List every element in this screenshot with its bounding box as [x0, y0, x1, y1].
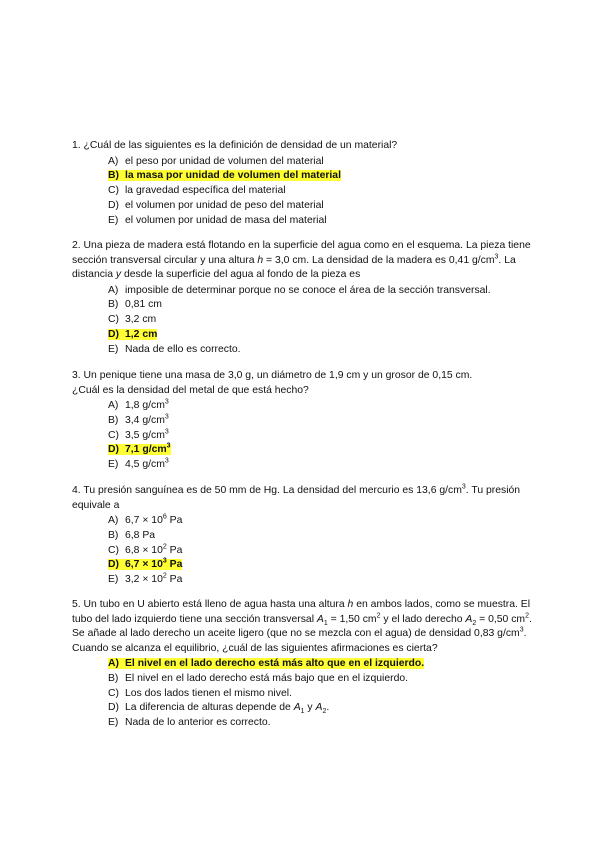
- question-3-options: [108, 399, 532, 473]
- option-d: D) La diferencia de alturas depende de $A_1$ y $A_2$.: [108, 702, 330, 716]
- option-d-correct: D) 7,1 $g/cm^3$: [108, 442, 171, 456]
- option-e: E) el volumen por unidad de masa del material: [108, 214, 327, 226]
- option-e: E) Nada de lo anterior es correcto.: [108, 717, 271, 729]
- option-d-correct: D) $6,7 \times 10^3$ Pa: [108, 557, 183, 571]
- question-4-options: [108, 514, 532, 588]
- question-2-options: [108, 284, 532, 358]
- question-5-stem: 5. Un tubo en U abierto está lleno de agua hasta una altura h en ambos lados, como se muestra. El tubo del lado izquierdo tiene una sección transversal $A_1 = 1,50$ $cm^2$ y el lado derecho $A_2 = 0,50$ $cm^2$. Se añade al lado derecho un aceite ligero (que no se mezcla con el agua) de densidad 0,83 $g/cm^3$. Cuando se alcanza el equilibrio, ¿cuál de las siguientes afirmaciones es cierta?: [72, 599, 532, 654]
- option-b: B) 3,4 $g/cm^3$: [108, 413, 169, 426]
- question-4: [72, 484, 532, 588]
- option-a: A) 1,8 $g/cm^3$: [108, 398, 169, 411]
- option-b: B) El nivel en el lado derecho está más bajo que en el izquierdo.: [108, 672, 409, 684]
- option-c: C) 3,5 $g/cm^3$: [108, 428, 169, 441]
- question-5-options: [108, 657, 532, 731]
- question-4-stem: 4. Tu presión sanguínea es de 50 mm de Hg. La densidad del mercurio es 13,6 $g/cm^3$. Tu presión equivale a: [72, 483, 521, 511]
- option-a: A) $6,7 \times 10^6$ Pa: [108, 513, 183, 526]
- option-c: C) 3,2 cm: [108, 314, 157, 326]
- option-b: B) 0,81 cm: [108, 299, 162, 311]
- question-1-options: [108, 155, 532, 229]
- option-a-correct: A) El nivel en el lado derecho está más alto que en el izquierdo.: [108, 658, 425, 669]
- question-3: [72, 369, 532, 473]
- option-b-correct: B) la masa por unidad de volumen del material: [108, 170, 341, 182]
- option-c: C) $6,8 \times 10^2$ Pa: [108, 543, 183, 556]
- question-5: [72, 598, 532, 731]
- question-2-stem: 2. Una pieza de madera está flotando en la superficie del agua como en el esquema. La pieza tiene sección transversal circular y una altura h = 3,0 cm. La densidad de la madera es 0,41 $g/cm^3$. La distancia y desde la superficie del agua al fondo de la pieza es: [72, 240, 531, 280]
- option-c: C) Los dos lados tienen el mismo nivel.: [108, 687, 292, 699]
- option-d-correct: D) 1,2 cm: [108, 328, 158, 340]
- question-2: [72, 239, 532, 357]
- option-a: A) imposible de determinar porque no se conoce el área de la sección transversal.: [108, 284, 491, 296]
- option-a: A) el peso por unidad de volumen del material: [108, 155, 324, 167]
- question-1: [72, 139, 532, 228]
- option-e: E) 4,5 $g/cm^3$: [108, 457, 169, 471]
- option-b: B) 6,8 Pa: [108, 529, 156, 541]
- option-c: C) la gravedad específica del material: [108, 185, 286, 197]
- option-d: D) el volumen por unidad de peso del material: [108, 199, 324, 211]
- option-e: E) $3,2 \times 10^2$ Pa: [108, 572, 183, 586]
- question-3-stem: 3. Un penique tiene una masa de 3,0 g, un diámetro de 1,9 cm y un grosor de 0,15 cm. ¿Cuál es la densidad del metal de que está hecho?: [72, 370, 473, 396]
- option-e: E) Nada de ello es correcto.: [108, 343, 241, 355]
- question-1-stem: 1. ¿Cuál de las siguientes es la definición de densidad de un material?: [72, 140, 398, 151]
